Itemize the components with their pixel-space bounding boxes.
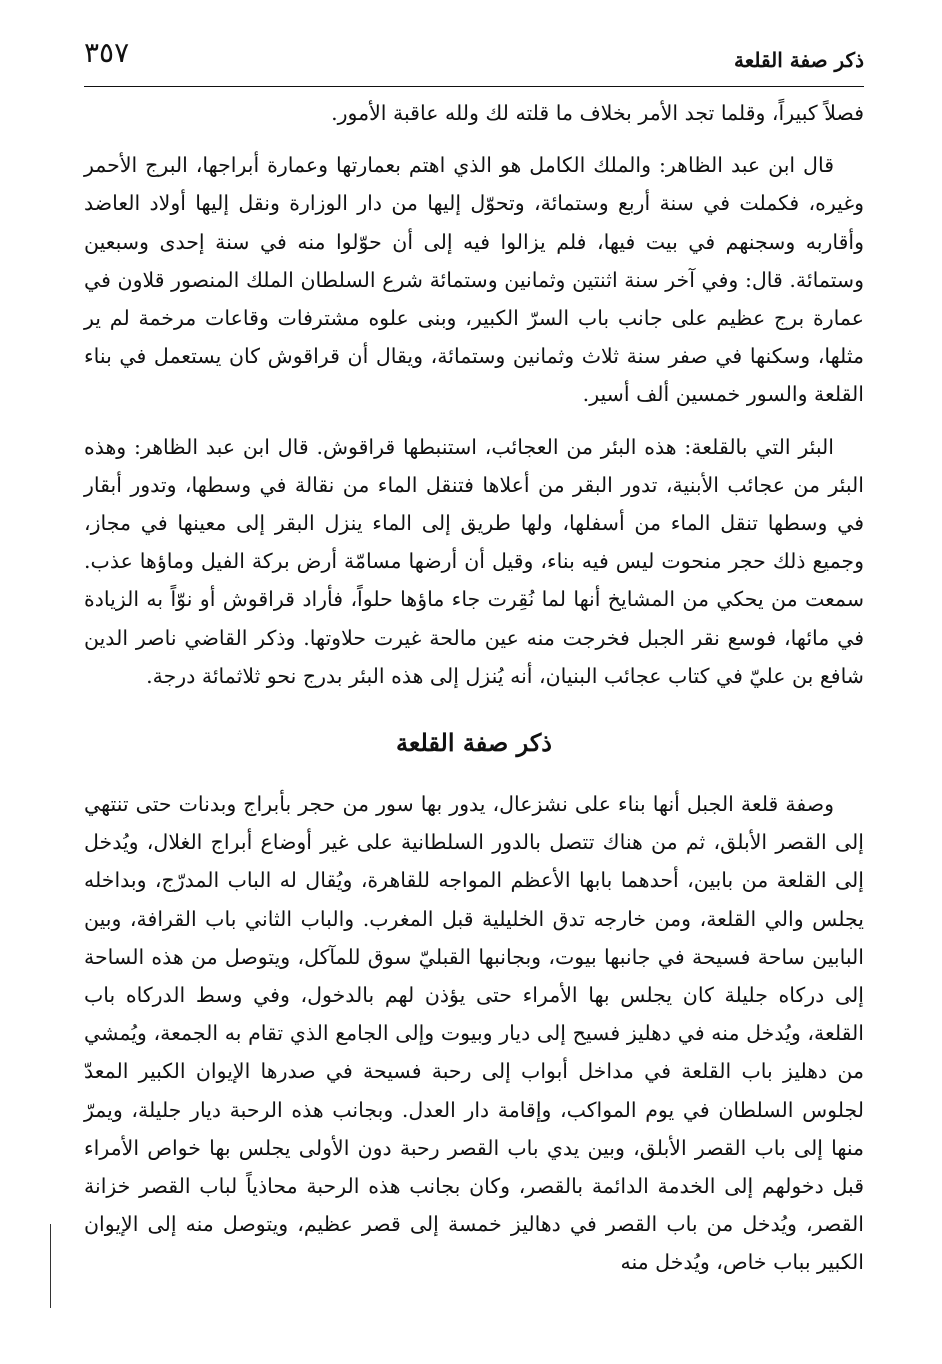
page-number: ٣٥٧	[84, 36, 130, 69]
paragraph: البئر التي بالقلعة: هذه البئر من العجائب، استنبطها قراقوش. قال ابن عبد الظاهر: وهذه البئر من عجائب الأبنية، تدور البقر من أعلاها فتنقل الماء من نقالة في وسطها، وتدور أبقار في وسطها تنقل الماء من أسفلها، ولها طريق إلى الماء ينزل البقر إلى معينها في مجاز، وجميع ذلك حجر منحوت ليس فيه بناء، وقيل أن أرضها مسامّة أرض بركة الفيل وماؤها عذب. سمعت من يحكي من المشايخ أنها لما نُقِرت جاء ماؤها حلواً، فأراد قراقوش أو نوّاً به الزيادة في مائها، فوسع نقر الجبل فخرجت منه عين مالحة غيرت حلاوتها. وذكر القاضي ناصر الدين شافع بن عليّ في كتاب عجائب البنيان، أنه يُنزل إلى هذه البئر بدرج نحو ثلاثمائة درجة.	[84, 434, 864, 688]
paragraph: قال ابن عبد الظاهر: والملك الكامل هو الذي اهتم بعمارتها وعمارة أبراجها، البرج الأحمر وغيره، فكملت في سنة أربع وستمائة، وتحوّل إليها من دار الوزارة ونقل إليها أولاد العاضد وأقاربه وسجنهم في بيت فيها، فلم يزالوا فيه إلى أن حوّلوا منه في سنة إحدى وسبعين وستمائة. قال: وفي آخر سنة اثنتين وثمانين وستمائة شرع السلطان الملك المنصور قلاون في عمارة برج عظيم على جانب باب السرّ الكبير، وبنى علوه مشترفات وقاعات مرخمة لم ير مثلها، وسكنها في صفر سنة ثلاث وثمانين وستمائة، ويقال أن قراقوش كان يستعمل في بناء القلعة والسور خمسين ألف أسير.	[84, 153, 864, 407]
section-heading: ذكر صفة القلعة	[396, 728, 552, 758]
header-divider	[84, 86, 864, 87]
paragraph: وصفة قلعة الجبل أنها بناء على نشزعال، يدور بها سور من حجر بأبراج وبدنات حتى تنتهي إلى القصر الأبلق، ثم من هناك تتصل بالدور السلطانية على غير أوضاع أبراج الغلال، ويُدخل إلى القلعة من بابين، أحدهما بابها الأعظم المواجه للقاهرة، ويُقال له الباب المدرّج، وبداخله يجلس والي القلعة، ومن خارجه تدق الخليلية قبل المغرب. والباب الثاني باب القرافة، وبين البابين ساحة فسيحة في جانبها بيوت، وبجانبها القبليّ سوق للمآكل، ويتوصل من هذه الساحة إلى دركاه جليلة كان يجلس بها الأمراء حتى يؤذن لهم بالدخول، وفي وسط الدركاه باب القلعة، ويُدخل منه في دهليز فسيح إلى ديار وبيوت وإلى الجامع الذي تقام به الجمعة، ويُمشي من دهليز باب القلعة في مداخل أبواب إلى رحبة فسيحة في صدرها الإيوان الكبير المعدّ لجلوس السلطان في يوم المواكب، وإقامة دار العدل. وبجانب هذه الرحبة ديار جليلة، ويمرّ منها إلى باب القصر الأبلق، وبين يدي باب القصر رحبة دون الأولى يجلس بها خواص الأمراء قبل دخولهم إلى الخدمة الدائمة بالقصر، وكان بجانب هذه الرحبة محاذياً لباب القصر خزانة القصر، ويُدخل من باب القصر في دهاليز خمسة إلى قصر عظيم، ويتوصل منه إلى الإيوان الكبير بباب خاص، ويُدخل منه	[84, 792, 864, 1275]
page-body	[84, 94, 864, 1282]
paragraph: فصلاً كبيراً، وقلما تجد الأمر بخلاف ما قلته لك ولله عاقبة الأمور.	[331, 101, 864, 125]
margin-mark	[50, 1224, 51, 1308]
running-title: ذكر صفة القلعة	[734, 48, 864, 72]
